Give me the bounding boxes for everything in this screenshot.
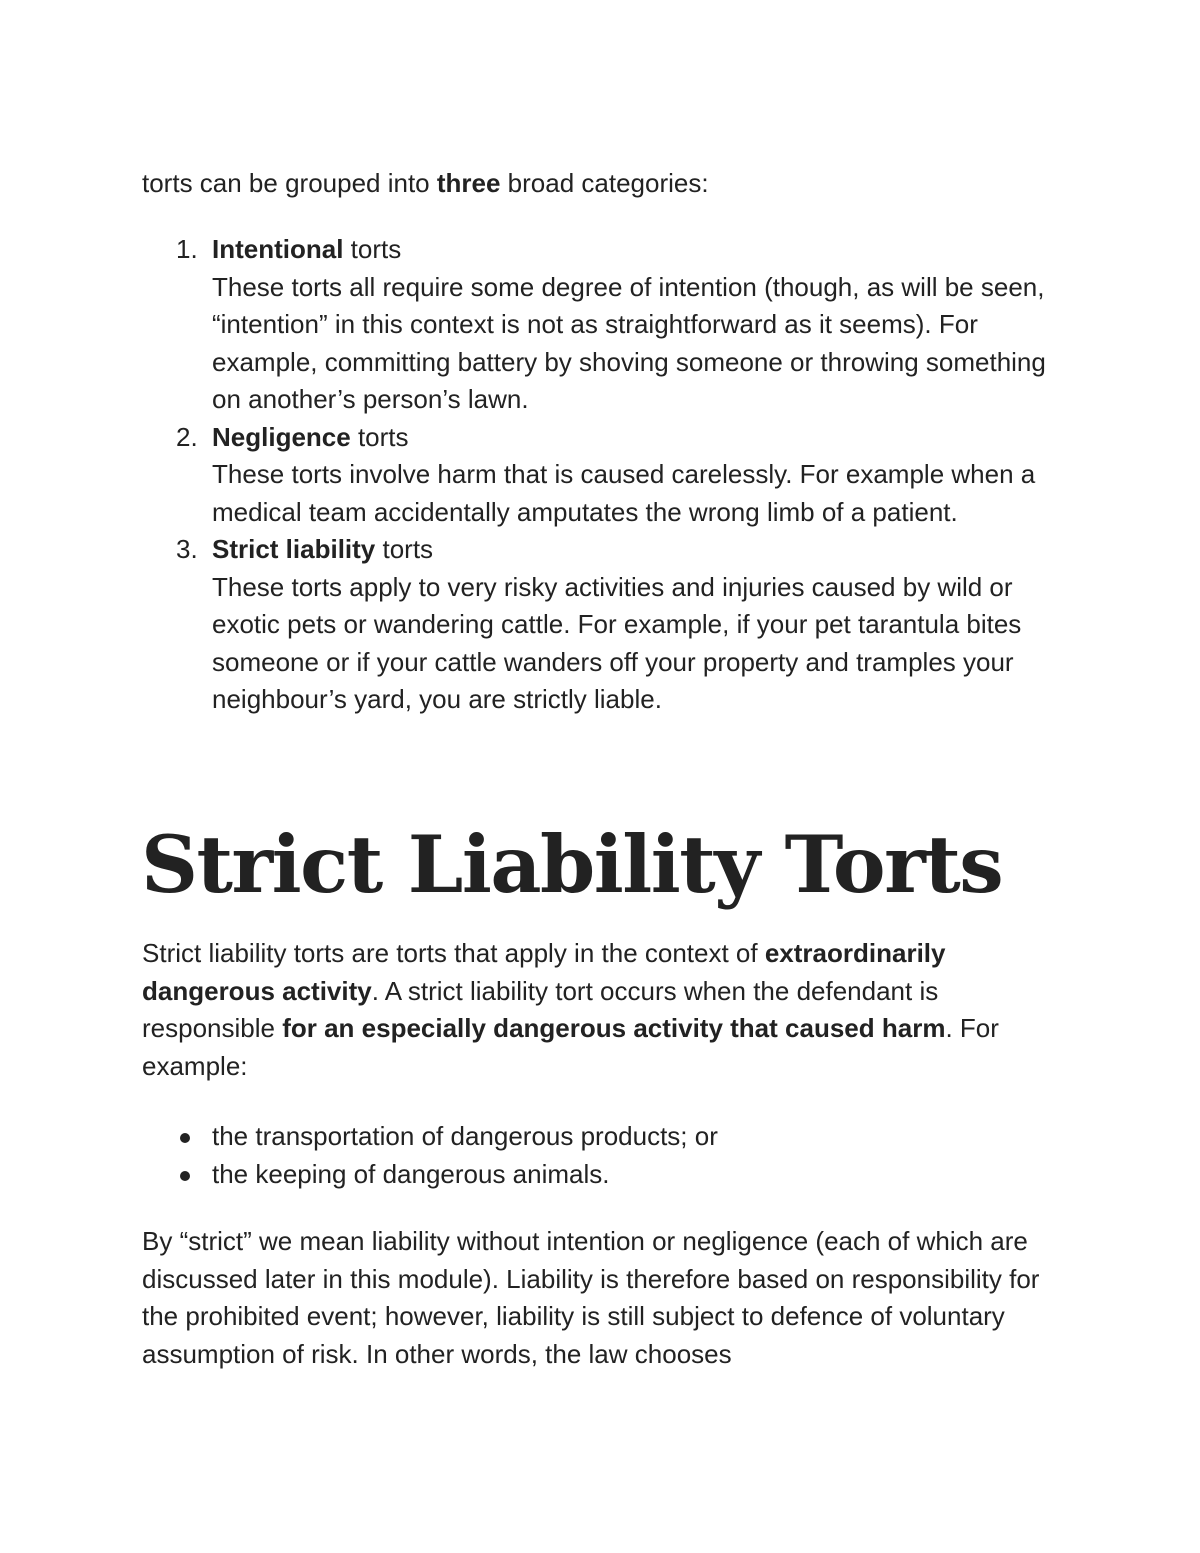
- examples-list: [142, 1118, 1072, 1193]
- category-title: [212, 531, 1072, 569]
- category-title-bold: Intentional: [212, 234, 344, 264]
- category-description: These torts involve harm that is caused carelessly. For example when a medical team accidentally amputates the wrong limb of a patient.: [212, 459, 1036, 527]
- category-description: These torts all require some degree of intention (though, as will be seen, “intention” in this context is not as straightforward as it seems). For example, committing battery by shoving someone or throwing something on another’s person’s lawn.: [212, 271, 1046, 414]
- list-number: 3.: [176, 534, 198, 564]
- list-number: 1.: [176, 234, 198, 264]
- category-title-bold: Negligence: [212, 421, 351, 452]
- category-title: [212, 419, 1072, 457]
- list-item-text: the keeping of dangerous animals.: [212, 1158, 610, 1189]
- list-item: [142, 419, 1072, 532]
- para-bold-text: for an especially dangerous activity that caused harm: [282, 1013, 946, 1043]
- strict-liability-paragraph: [142, 935, 1072, 1085]
- para-bold-text: extraordinarily dangerous activity: [142, 938, 946, 1006]
- intro-bold-three: three: [436, 168, 501, 198]
- list-item: [142, 1118, 1072, 1156]
- category-title-rest: torts: [350, 421, 409, 452]
- para-text: . A strict liability tort occurs when the defendant is responsible: [142, 975, 939, 1043]
- bullet-icon: [180, 1171, 190, 1181]
- category-title: [212, 231, 1072, 269]
- list-number: 2.: [176, 421, 198, 452]
- list-item-text: the transportation of dangerous products; or: [212, 1121, 718, 1151]
- intro-text-start: torts can be grouped into: [142, 168, 437, 198]
- bullet-icon: [180, 1133, 190, 1143]
- intro-text-end: broad categories:: [500, 168, 709, 198]
- list-item: [142, 1156, 1072, 1194]
- para-text: Strict liability torts are torts that apply in the context of: [142, 938, 765, 968]
- section-heading: Strict Liability Torts: [141, 818, 1003, 911]
- category-title-rest: torts: [343, 234, 402, 264]
- category-description: These torts apply to very risky activities and injuries caused by wild or exotic pets or wandering cattle. For example, if your pet tarantula bites someone or if your cattle wanders off your property and tramples your neighbour’s yard, you are strictly liable.: [212, 571, 1022, 714]
- category-title-rest: torts: [375, 534, 434, 564]
- strict-definition-paragraph: By “strict” we mean liability without intention or negligence (each of which are discussed later in this module). Liability is therefore based on responsibility for the prohibited event; however, liability is still subject to defence of voluntary assumption of risk. In other words, the law chooses: [142, 1226, 1040, 1369]
- tort-categories-list: [142, 231, 1072, 719]
- list-item: [142, 231, 1072, 419]
- para-text: . For example:: [142, 1013, 999, 1081]
- list-item: [142, 531, 1072, 719]
- intro-paragraph: [142, 165, 1072, 203]
- category-title-bold: Strict liability: [212, 534, 376, 564]
